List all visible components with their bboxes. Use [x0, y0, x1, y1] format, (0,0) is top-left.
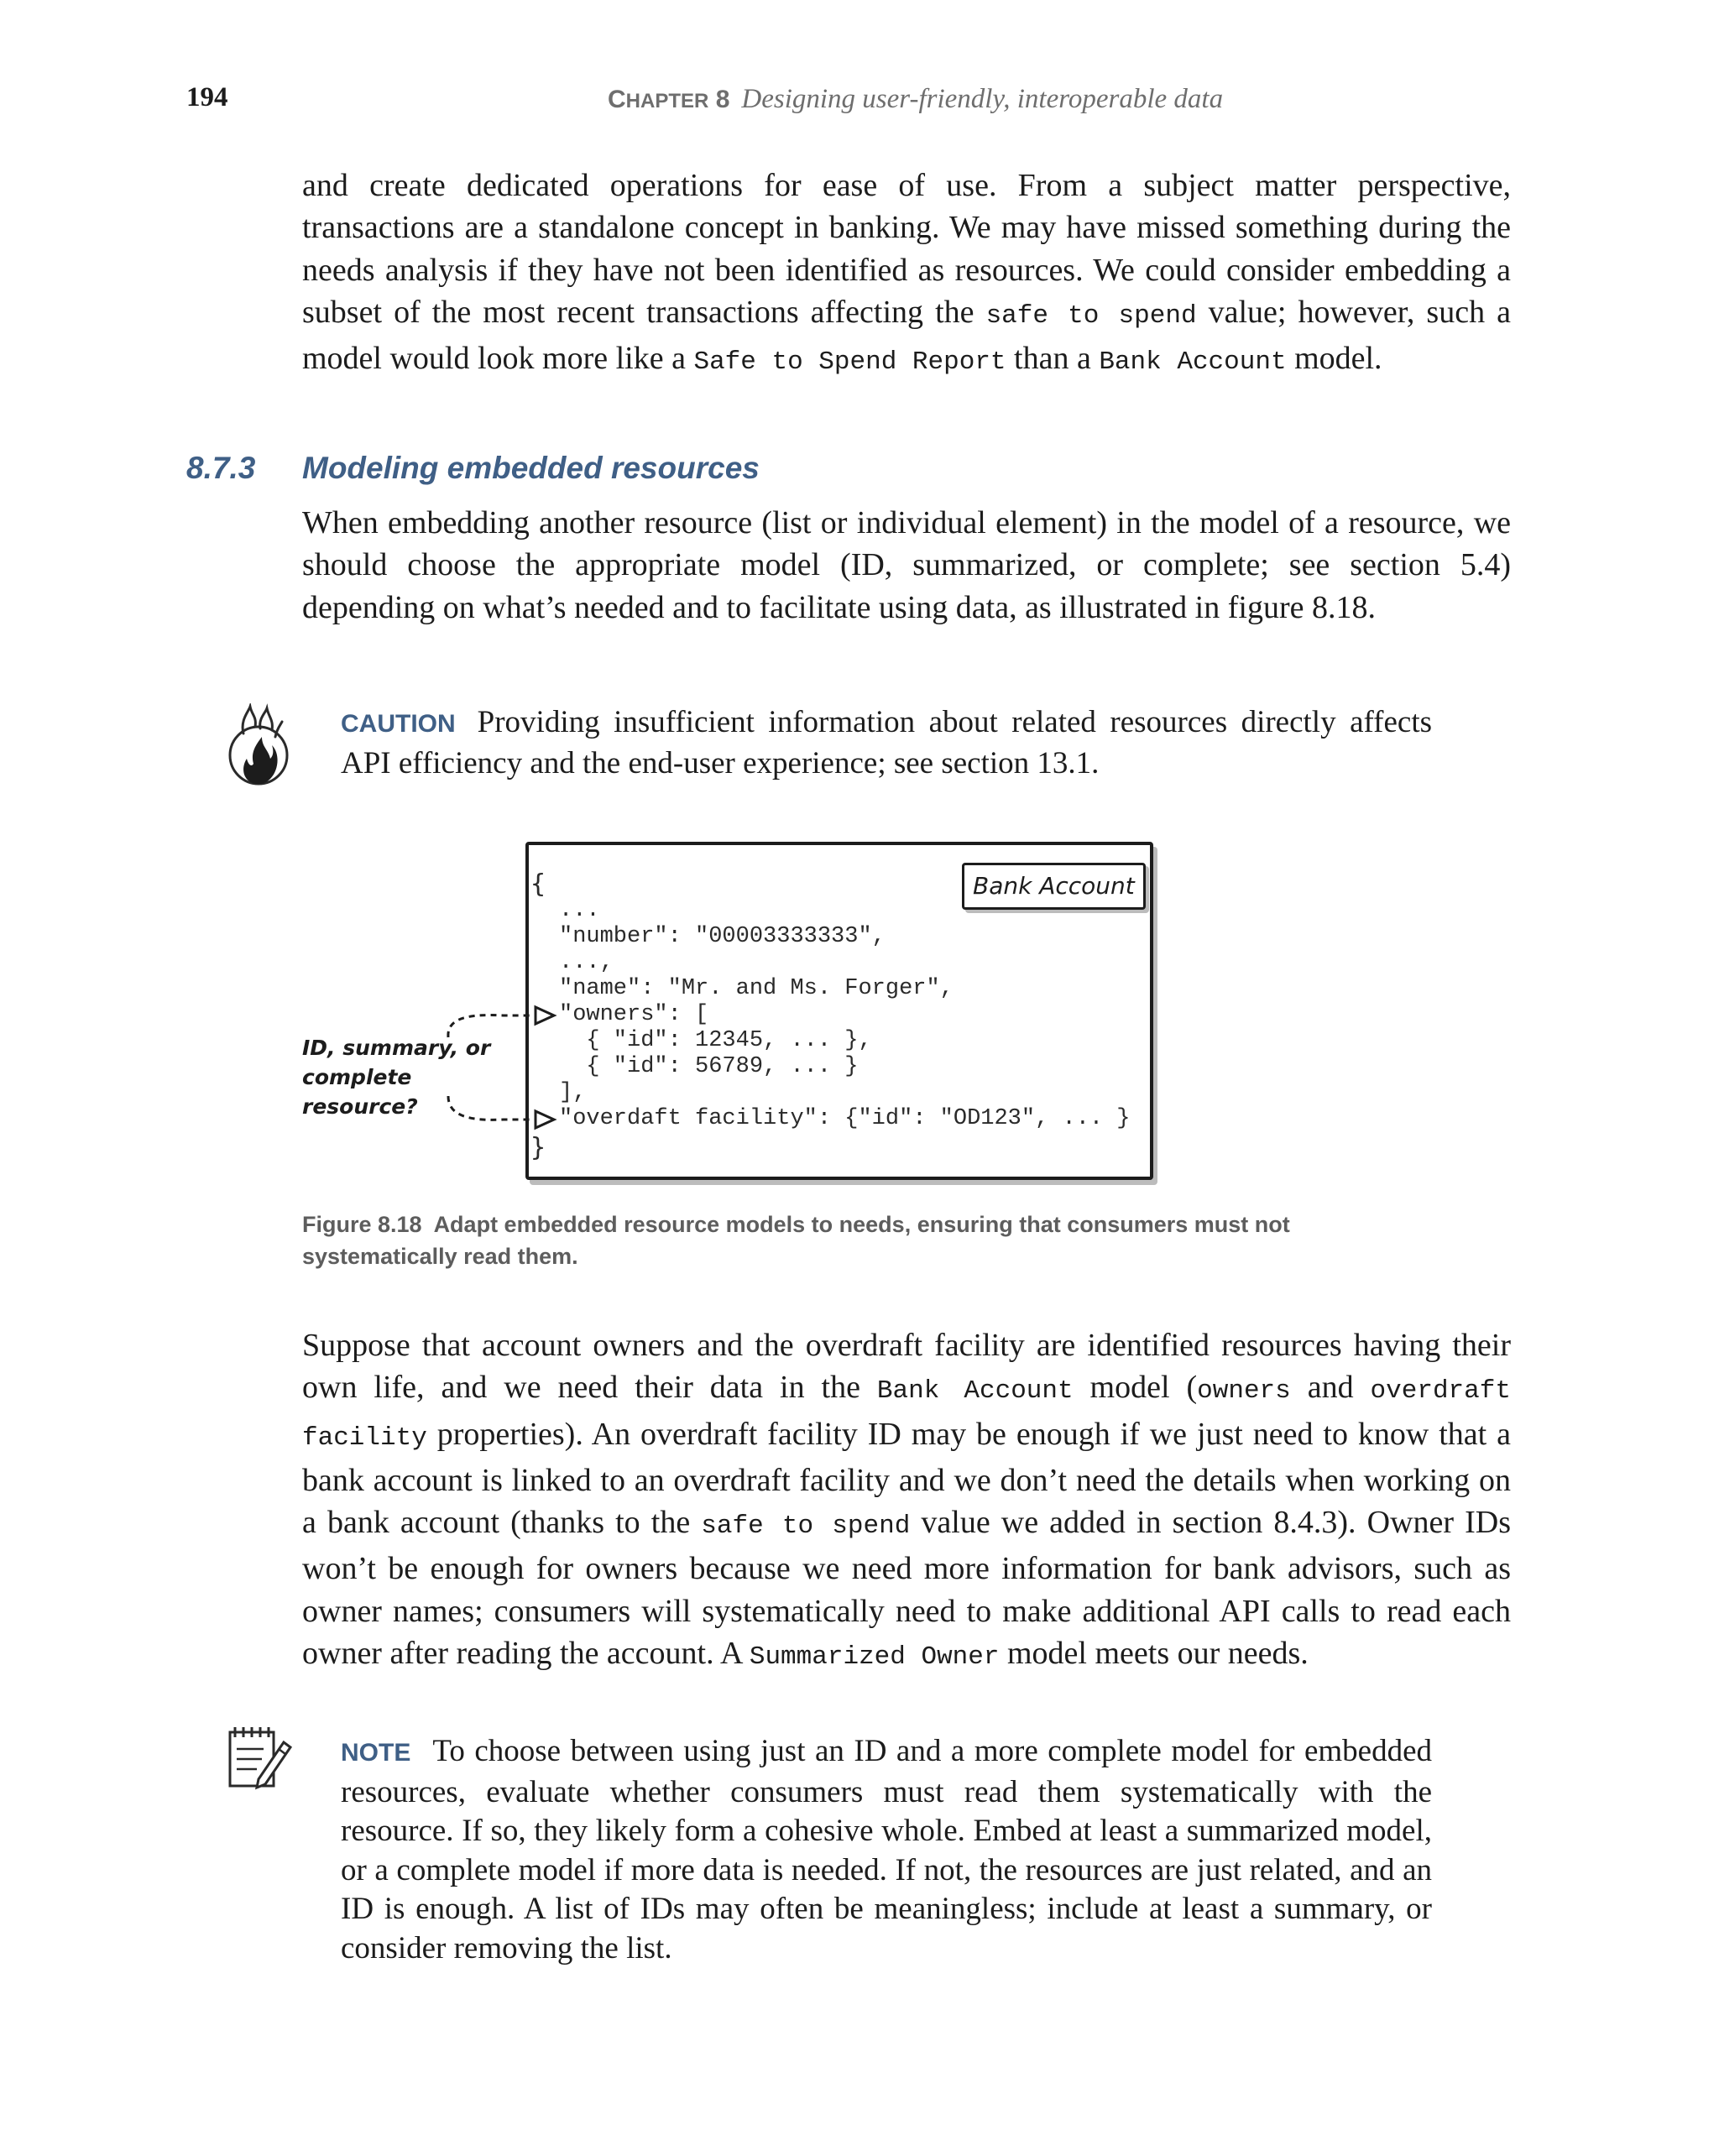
- paragraph-owners: [302, 1324, 1511, 1678]
- code-line: ],: [559, 1080, 587, 1105]
- code-line: { "id": 12345, ... },: [559, 1028, 872, 1053]
- code-line: ...,: [559, 950, 614, 975]
- text-run: and: [1290, 1370, 1371, 1406]
- text-run: model (: [1073, 1370, 1198, 1406]
- annotation-line: complete resource?: [302, 1065, 418, 1119]
- code-safe-to-spend: safe to spend: [985, 300, 1197, 331]
- code-bank-account: Bank Account: [1099, 347, 1287, 378]
- text-run: model meets our needs.: [999, 1636, 1309, 1672]
- chapter-label-smallcaps: HAPTER: [625, 90, 709, 112]
- code-bank-account: Bank Account: [876, 1376, 1074, 1407]
- text-run: Suppose that account owners and the overdraft facility are identified resources having their own life, and we need their data in the: [302, 1328, 1511, 1406]
- code-safe-to-spend: safe to spend: [701, 1511, 911, 1542]
- code-line-overdraft: "overdaft facility": {"id": "OD123", ... }: [559, 1106, 1131, 1131]
- figure-caption: [302, 1209, 1309, 1272]
- annotation-line: ID, summary, or: [302, 1036, 491, 1060]
- caution-text: Providing insufficient information about related resources directly affects API efficiency and the end-user experience; see section 13.1.: [341, 705, 1432, 780]
- note-callout: [341, 1732, 1432, 1968]
- code-summarized-owner: Summarized Owner: [749, 1642, 1000, 1673]
- text-run: and create dedicated operations for ease of use. From a subject matter perspective, transactions are a standalone concept in banking. We may have missed something during the needs analysis if they have not been identified as resources. We could consider embedding a subset of the most recent transactions affecting the: [302, 168, 1511, 330]
- bank-account-tag: Bank Account: [962, 863, 1146, 910]
- code-line: { "id": 56789, ... }: [559, 1054, 859, 1079]
- note-text: To choose between using just an ID and a more complete model for embedded resources, evaluate whether consumers must read them systematically with the resource. If so, they likely form a cohesive whole. Embed at least a summarized model, or a complete model if more data is needed. If not, the resources are just related, and an ID is enough. A list of IDs may often be meaningless; include at least a summary, or consider removing the list.: [341, 1734, 1432, 1965]
- caution-callout: [341, 703, 1432, 783]
- flame-caution-icon: [225, 703, 292, 789]
- arrow-head-icon: [536, 1007, 554, 1024]
- text-run: properties). An overdraft facility ID may be enough if we just need to know that a bank account is linked to an overdraft facility and we don’t need the details when working on a bank account (thanks to the: [302, 1416, 1511, 1541]
- json-brace-close: }: [530, 1133, 546, 1162]
- figure-number: Figure 8.18: [302, 1212, 422, 1237]
- text-run: than a: [1006, 341, 1100, 377]
- chapter-label: [608, 86, 729, 113]
- code-safe-to-spend-report: Safe to Spend Report: [693, 347, 1006, 378]
- code-line: "name": "Mr. and Ms. Forger",: [559, 976, 954, 1001]
- paragraph-embedding: When embedding another resource (list or individual element) in the model of a resource, we should choose the appropriate model (ID, summarized, or complete; see section 5.4) depending on what’s needed and to facilitate using data, as illustrated in figure 8.18.: [302, 505, 1511, 625]
- arrow-head-icon: [536, 1111, 554, 1128]
- page-number: 194: [186, 82, 228, 112]
- running-head: [608, 84, 1223, 115]
- code-line: "number": "00003333333",: [559, 924, 886, 949]
- chapter-label-initial: C: [608, 86, 626, 113]
- code-overdraft-facility: overdraft facility: [302, 1376, 1511, 1453]
- json-brace-open: {: [530, 869, 546, 899]
- chapter-number: 8: [715, 86, 730, 113]
- text-run: model.: [1286, 341, 1382, 377]
- code-line-owners: "owners": [: [559, 1002, 709, 1027]
- figure-annotation: [302, 1033, 504, 1121]
- figure-caption-text: Adapt embedded resource models to needs, ensuring that consumers must not systematically read them.: [302, 1212, 1290, 1269]
- chapter-title: Designing user-friendly, interoperable data: [741, 84, 1224, 114]
- code-owners: owners: [1197, 1376, 1291, 1407]
- caution-label: CAUTION: [341, 710, 456, 738]
- notepad-note-icon: [225, 1724, 294, 1793]
- section-heading: [186, 451, 760, 486]
- code-line: ...: [559, 898, 600, 923]
- note-label: NOTE: [341, 1739, 411, 1767]
- paragraph-intro: [302, 164, 1511, 384]
- section-title: Modeling embedded resources: [302, 451, 760, 485]
- text-run: value we added in section 8.4.3). Owner IDs won’t be enough for owners because we need more information for bank advisors, such as owner names; consumers will systematically need to make additional API calls to read each owner after reading the account. A: [302, 1505, 1511, 1672]
- section-number: 8.7.3: [186, 451, 256, 485]
- text-run: value; however, such a model would look more like a: [302, 294, 1511, 377]
